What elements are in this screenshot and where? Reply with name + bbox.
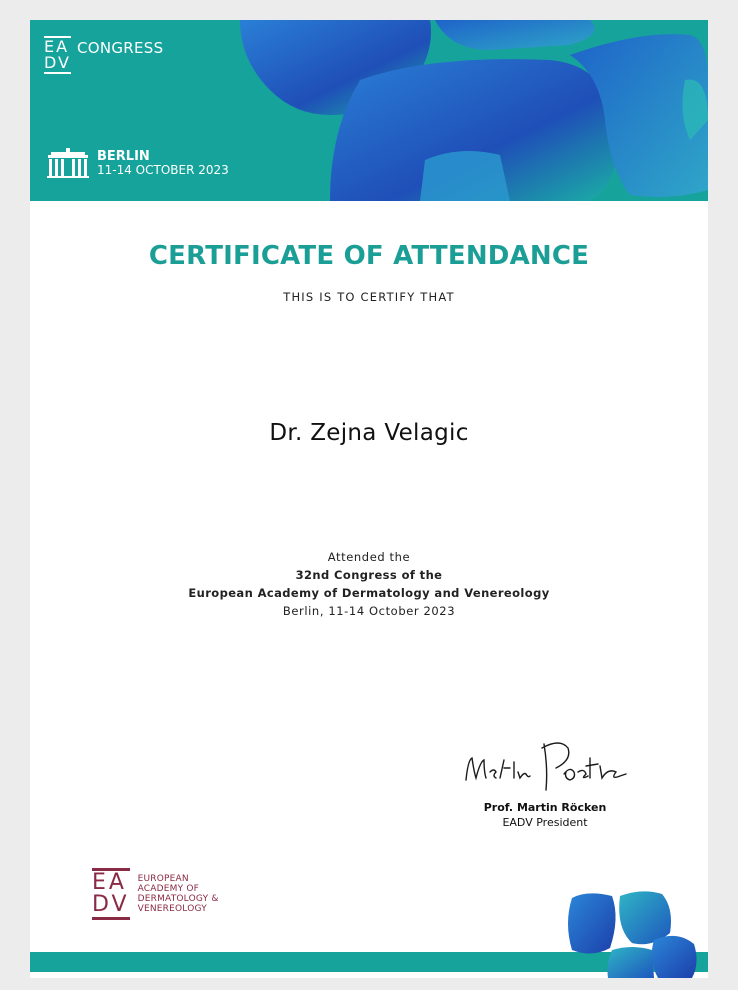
- academy-name-line2: ACADEMY OF: [137, 884, 200, 894]
- event-city: BERLIN: [97, 148, 150, 164]
- brandenburg-gate-icon: [45, 147, 91, 179]
- congress-label: CONGRESS: [76, 39, 164, 57]
- event-dates: 11-14 OCTOBER 2023: [97, 162, 229, 177]
- academy-name-line3: DERMATOLOGY &: [137, 894, 219, 904]
- handwritten-signature: [460, 738, 630, 798]
- eadv-academy-logo-mark: [92, 868, 130, 920]
- organization-name: European Academy of Dermatology and Venereology: [188, 586, 550, 600]
- recipient-name: Dr. Zejna Velagic: [269, 420, 469, 446]
- academy-logo-row1: EA: [92, 868, 130, 894]
- event-location: [45, 147, 229, 179]
- academy-name-line4: VENEREOLOGY: [137, 904, 207, 914]
- header-banner: [30, 20, 708, 201]
- signatory-name: Prof. Martin Röcken: [483, 801, 607, 814]
- academy-logo-row2: DV: [92, 894, 130, 920]
- attendance-details: [30, 548, 708, 620]
- logo-row2: DV: [44, 53, 71, 72]
- congress-line: 32nd Congress of the: [295, 568, 443, 582]
- signatory-role: EADV President: [502, 816, 588, 829]
- attended-text: Attended the: [327, 550, 411, 564]
- logo-row1: EA: [44, 37, 70, 56]
- academy-name-line1: EUROPEAN: [137, 874, 189, 884]
- eadv-logo-mark: [44, 36, 71, 74]
- certificate-subtitle: THIS IS TO CERTIFY THAT: [283, 290, 455, 304]
- certificate-page: [30, 20, 708, 978]
- location-dates: Berlin, 11-14 October 2023: [282, 604, 456, 618]
- academy-name: [138, 874, 219, 914]
- eadv-academy-logo: [92, 868, 219, 920]
- decorative-cells-footer: [562, 888, 708, 978]
- certificate-title: CERTIFICATE OF ATTENDANCE: [148, 241, 590, 271]
- eadv-congress-logo: [44, 36, 163, 74]
